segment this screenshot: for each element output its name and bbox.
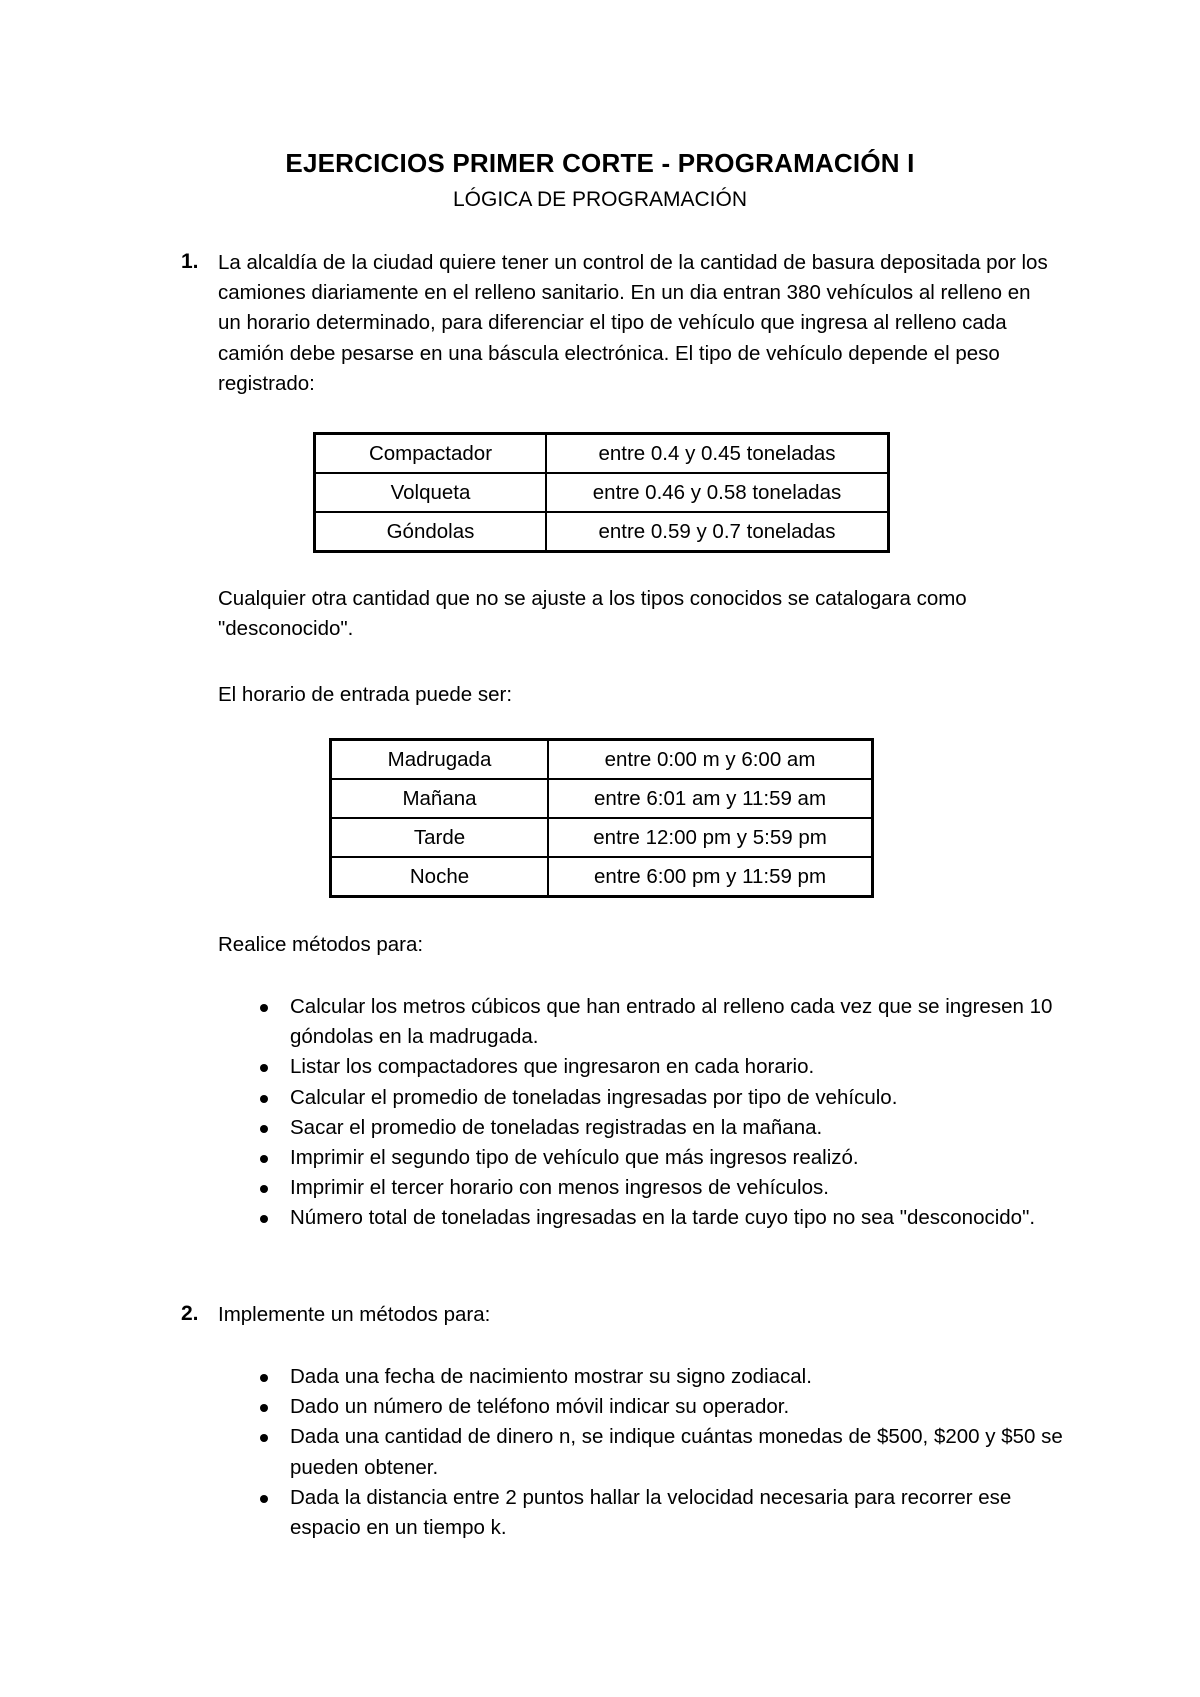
task-text: Dada una cantidad de dinero n, se indique cuántas monedas de $500, $200 y $50 se pueden obtener. [290,1425,1063,1479]
vehicle-weight-cell: entre 0.59 y 0.7 toneladas [546,512,889,552]
bullet-icon [260,1434,268,1442]
methods-intro: Realice métodos para: [218,933,424,956]
bullet-icon [260,1125,268,1133]
vehicle-weight-cell: entre 0.4 y 0.45 toneladas [546,434,889,474]
schedule-name-cell: Mañana [331,779,549,818]
document-title: EJERCICIOS PRIMER CORTE - PROGRAMACIÓN I [285,148,915,178]
exercise-1-intro: La alcaldía de la ciudad quiere tener un control de la cantidad de basura depositada por los camiones diariamente en el relleno sanitario. En un dia entran 380 vehículos al relleno en un horario determinado, para diferenciar el tipo de vehículo que ingresa al relleno cada camión debe pesarse en una báscula electrónica. El tipo de vehículo depende el peso registrado: [218,251,1048,395]
bullet-icon [260,1404,268,1412]
list-item [260,1083,1070,1113]
table-row [315,434,889,474]
table-row [331,779,873,818]
task-text: Dada una fecha de nacimiento mostrar su signo zodiacal. [290,1365,812,1388]
table-row [315,473,889,512]
vehicle-type-cell: Volqueta [315,473,547,512]
schedule-range-cell: entre 0:00 m y 6:00 am [548,740,873,780]
vehicle-weight-table [313,432,890,553]
table-row [331,740,873,780]
exercise-2-intro: Implemente un métodos para: [218,1303,491,1326]
document-subtitle: LÓGICA DE PROGRAMACIÓN [452,188,748,211]
list-item [260,1483,1070,1543]
bullet-icon [260,1215,268,1223]
bullet-icon [260,1185,268,1193]
list-item [260,1362,1070,1392]
task-text: Sacar el promedio de toneladas registradas en la mañana. [290,1115,823,1139]
exercise-2-task-list [260,1362,1070,1543]
exercise-2-number: 2. [181,1302,199,1325]
task-text: Listar los compactadores que ingresaron en cada horario. [290,1055,815,1079]
list-item [260,1113,1070,1143]
schedule-range-cell: entre 6:00 pm y 11:59 pm [548,857,873,897]
task-text: Calcular los metros cúbicos que han entrado al relleno cada vez que se ingresen 10 góndolas en la madrugada. [290,995,1053,1049]
list-item [260,992,1070,1052]
table-row [331,818,873,857]
vehicle-weight-cell: entre 0.46 y 0.58 toneladas [546,473,889,512]
task-text: Dado un número de teléfono móvil indicar su operador. [290,1395,790,1419]
schedule-name-cell: Noche [331,857,549,897]
bullet-icon [260,1155,268,1163]
vehicle-type-cell: Compactador [315,434,547,474]
bullet-icon [260,1095,268,1103]
schedule-name-cell: Tarde [331,818,549,857]
list-item [260,1422,1070,1482]
exercise-1-number: 1. [181,250,199,273]
schedule-intro: El horario de entrada puede ser: [218,683,513,706]
unknown-type-note: Cualquier otra cantidad que no se ajuste a los tipos conocidos se catalogara como "desconocido". [218,587,967,641]
bullet-icon [260,1495,268,1503]
task-text: Imprimir el tercer horario con menos ingresos de vehículos. [290,1176,829,1200]
list-item [260,1173,1070,1203]
task-text: Dada la distancia entre 2 puntos hallar la velocidad necesaria para recorrer ese espacio en un tiempo k. [290,1485,1012,1540]
schedule-table [329,738,874,898]
task-text: Calcular el promedio de toneladas ingresadas por tipo de vehículo. [290,1085,898,1109]
table-row [315,512,889,552]
list-item [260,1203,1070,1233]
list-item [260,1392,1070,1422]
schedule-range-cell: entre 12:00 pm y 5:59 pm [548,818,873,857]
list-item [260,1143,1070,1173]
exercise-1-task-list [260,992,1070,1234]
schedule-range-cell: entre 6:01 am y 11:59 am [548,779,873,818]
bullet-icon [260,1374,268,1382]
bullet-icon [260,1004,268,1012]
task-text: Imprimir el segundo tipo de vehículo que más ingresos realizó. [290,1146,859,1170]
schedule-name-cell: Madrugada [331,740,549,780]
list-item [260,1052,1070,1082]
bullet-icon [260,1064,268,1072]
vehicle-type-cell: Góndolas [315,512,547,552]
table-row [331,857,873,897]
task-text: Número total de toneladas ingresadas en la tarde cuyo tipo no sea "desconocido". [290,1206,1036,1230]
